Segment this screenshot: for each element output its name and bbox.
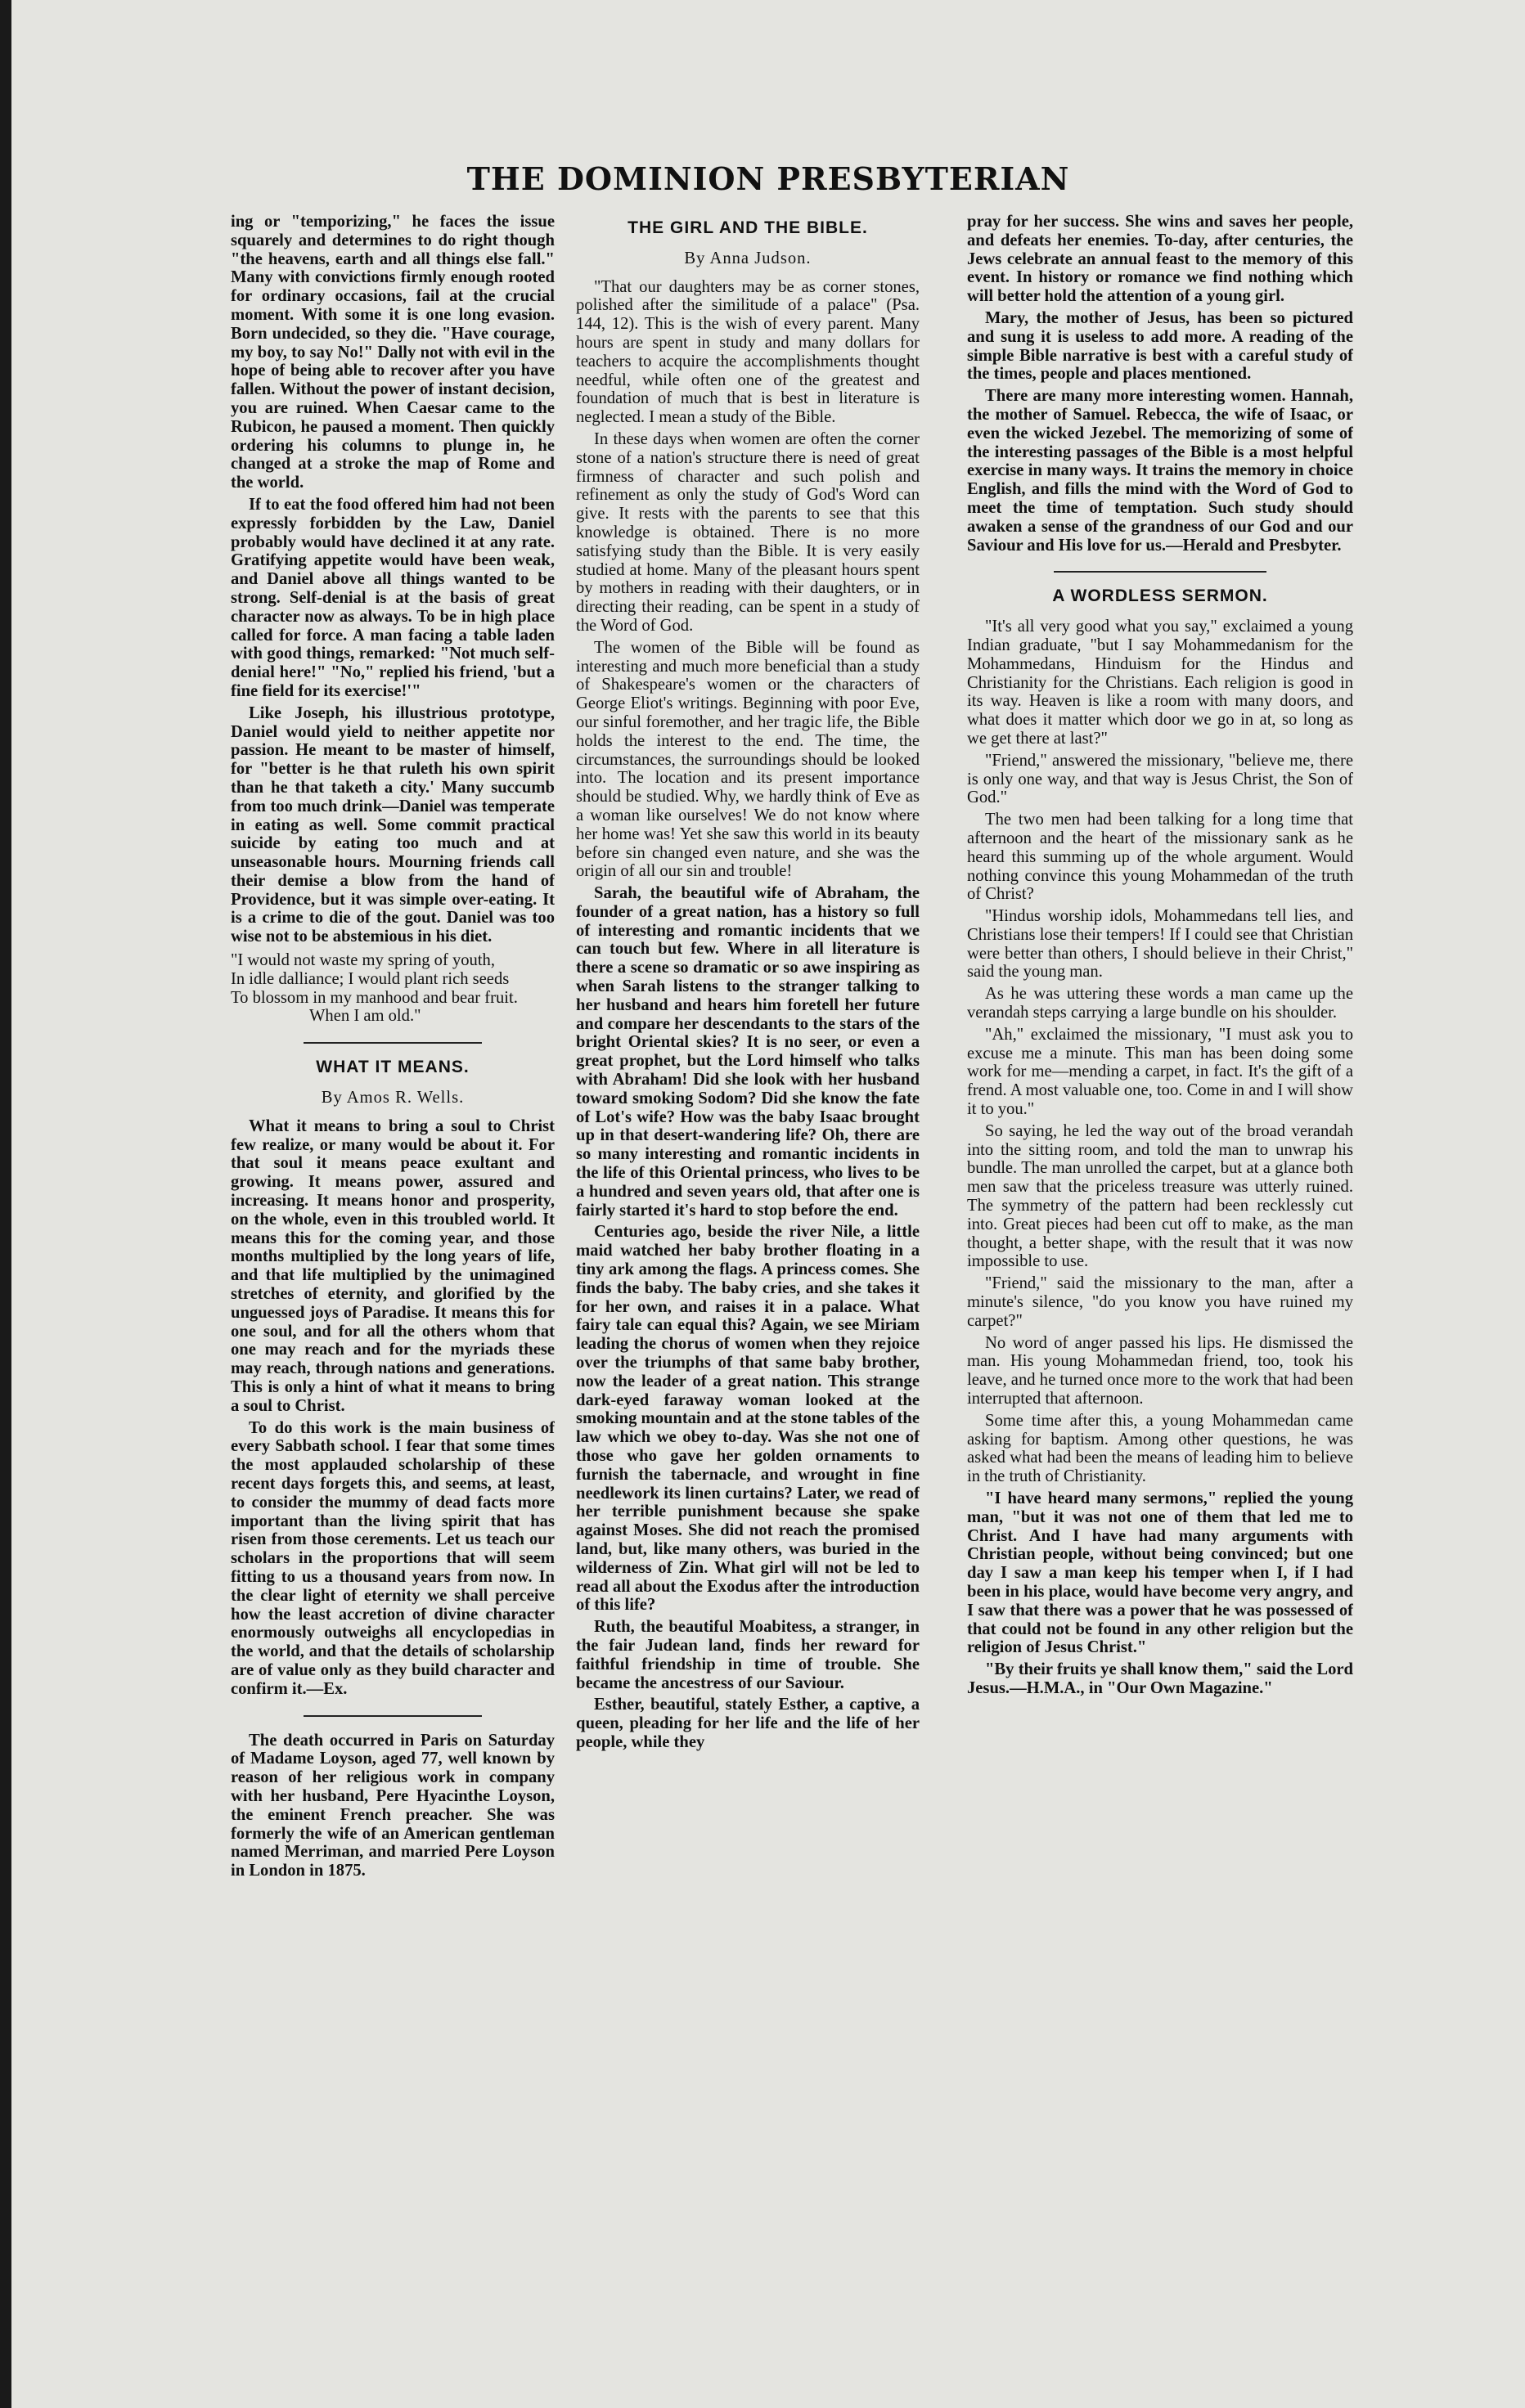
article-paragraph: Some time after this, a young Mohammedan came asking for baptism. Among other questions, he was asked what had been the means of leading him to believe in the truth of Christianity. [967, 1411, 1353, 1486]
article-title-wordless-sermon: A WORDLESS SERMON. [1052, 586, 1268, 606]
article-paragraph: Sarah, the beautiful wife of Abraham, the founder of a great nation, has a history so full of interesting and romantic incidents that we can touch but few. Where in all literature is there a scene so dramatic or so awe inspiring as when Sarah listens to the stranger talking to her husband and hears him foretell her future and compare her descendants to the stars of the bright Oriental skies? It is no seer, or even a great prophet, but the Lord himself who talks with Abraham! Did she look with her husband toward smoking Sodom? Did she know the fate of Lot's wife? How was the baby Isaac brought up in that desert-wandering life? Oh, there are so many interesting and romantic incidents in the life of this Oriental princess, who lives to be a hundred and seven years old, that after one is fairly started it's hard to stop before the end. [576, 884, 920, 1220]
poem-line: When I am old." [309, 1007, 421, 1026]
article-paragraph: There are many more interesting women. Hannah, the mother of Samuel. Rebecca, the wife of Isaac, or even the wicked Jezebel. The memorizing of some of the interesting passages of the Bible is a most helpful exercise in many ways. It trains the memory in choice English, and fills the mind with the Word of God to meet the time of temptation. Such study should awaken a sense of the grandness of our God and our Saviour and His love for us.—Herald and Presbyter. [967, 387, 1353, 555]
article-paragraph: The two men had been talking for a long time that afternoon and the heart of the missionary sank as he heard this summing up of the whole argument. Would nothing convince this young Mohammedan of the truth of Christ? [967, 811, 1353, 904]
article-paragraph: "It's all very good what you say," exclaimed a young Indian graduate, "but I say Mohammedanism for the Mohammedans, Hinduism for the Hindus and Christianity for the Christians. Each religion is good in its way. Heaven is like a room with many doors, and what does it matter which door we go in at, so long as we get there at last?" [967, 618, 1353, 748]
article-paragraph: So saying, he led the way out of the broad verandah into the sitting room, and told the man to unwrap his bundle. The man unrolled the carpet, but at a glance both men saw that the priceless treasure was utterly ruined. The symmetry of the pattern had been recklessly cut into. Great pieces had been cut off to make, as the man thought, a better shape, with the result that it was now impossible to use. [967, 1121, 1353, 1271]
article-paragraph: pray for her success. She wins and saves her people, and defeats her enemies. To-day, after centuries, the Jews celebrate an annual feast to the memory of this event. In history or romance we find nothing which will better hold the attention of a young girl. [967, 213, 1353, 306]
column-3 [967, 213, 1353, 2274]
section-divider [1054, 571, 1266, 573]
news-item-loyson: The death occurred in Paris on Saturday of Madame Loyson, aged 77, well known by reason of her religious work in company with her husband, Pere Hyacinthe Loyson, the eminent French preacher. She was formerly the wife of an American gentleman named Merriman, and married Pere Loyson in London in 1875. [231, 1731, 555, 1880]
article-continued-p2: If to eat the food offered him had not been expressly forbidden by the Law, Daniel probably would have declined it at any rate. Gratifying appetite would have been weak, and Daniel above all things wanted to be strong. Self-denial is at the basis of great character now as always. To be in high place called for force. A man facing a table laden with good things, remarked: "Not much self-denial here!" "No," replied his friend, 'but a fine field for its exercise!'" [231, 495, 555, 700]
article-title-girl-and-bible: THE GIRL AND THE BIBLE. [628, 218, 868, 237]
poem-line: "I would not waste my spring of youth, [231, 951, 496, 970]
poem-line: To blossom in my manhood and bear fruit. [231, 988, 518, 1007]
article-paragraph: "I have heard many sermons," replied the young man, "but it was not one of them that led me to Christ. And I have had many arguments with Christian people, without being convinced; but one day I saw a man keep his temper when I, if I had been in his place, would have become very angry, and I saw that there was a power that he was possessed of that could not be found in any other religion but the religion of Jesus Christ." [967, 1489, 1353, 1657]
masthead: THE DOMINION PRESBYTERIAN [466, 160, 1070, 197]
article-paragraph: No word of anger passed his lips. He dismissed the man. His young Mohammedan friend, too, took his leave, and he turned once more to the work that had been interrupted that afternoon. [967, 1333, 1353, 1408]
article-continued-p3: Like Joseph, his illustrious prototype, Daniel would yield to neither appetite nor passion. He meant to be master of himself, for "better is he that ruleth his own spirit than he that taketh a city.' Many succumb from too much drink—Daniel was temperate in eating as well. Some commit practical suicide by eating too much and at unseasonable hours. Mourning friends call their demise a blow from the hand of Providence, but it was simple over-eating. It is a crime to die of the gout. Daniel was too wise not to be abstemious in his diet. [231, 703, 555, 946]
article-title-what-it-means: WHAT IT MEANS. [316, 1058, 470, 1077]
article-paragraph: Mary, the mother of Jesus, has been so pictured and sung it is useless to add more. A reading of the simple Bible narrative is best with a careful study of the times, people and places mentioned. [967, 308, 1353, 384]
section-divider [304, 1042, 482, 1044]
article-byline: By Anna Judson. [684, 249, 812, 267]
column-2 [576, 213, 920, 2290]
article-paragraph: Ruth, the beautiful Moabitess, a stranger, in the fair Judean land, finds her reward for faithful friendship in time of trouble. She became the ancestress of our Saviour. [576, 1618, 920, 1692]
article-paragraph: The women of the Bible will be found as interesting and much more beneficial than a study of Shakespeare's women or the characters of George Eliot's writings. Beginning with poor Eve, our sinful foremother, and her tragic life, the Bible holds the interest to the end. The time, the circumstances, the surroundings should be looked into. The location and its present importance should be studied. Why, we hardly think of Eve as a woman like ourselves! We do not know where her home was! Yet she saw this world in its beauty before sin changed even nature, and she was the origin of all our sin and trouble! [576, 638, 920, 881]
article-paragraph: "That our daughters may be as corner stones, polished after the similitude of a palace" (Psa. 144, 12). This is the wish of every parent. Many hours are spent in study and many dollars for teachers to acquire the accomplishments thought needful, while often one of the greatest and foundation of much that is best in literature is neglected. I mean a study of the Bible. [576, 277, 920, 427]
article-paragraph: Centuries ago, beside the river Nile, a little maid watched her baby brother floating in a tiny ark among the flags. A princess comes. She finds the baby. The baby cries, and she takes it for her own, and raises it in a palace. What fairy tale can equal this? Again, we see Miriam leading the chorus of women when they rejoice over the triumphs of that same baby brother, now the leader of a great nation. This strange dark-eyed faraway woman looked at the smoking mountain and at the stone tables of the law which we obey to-day. Was she not one of those who gave her golden ornaments to furnish the tabernacle, and wrought in fine needlework its linen curtains? Later, we read of her terrible punishment because she spake against Moses. She did not reach the promised land, but, like many others, was buried in the wilderness of Zin. What girl will not be led to read all about the Exodus after the introduction of this life? [576, 1223, 920, 1615]
poem [231, 951, 555, 1026]
article-paragraph: "Friend," said the missionary to the man, after a minute's silence, "do you know you have ruined my carpet?" [967, 1274, 1353, 1330]
article-byline: By Amos R. Wells. [321, 1089, 465, 1107]
article-paragraph: To do this work is the main business of every Sabbath school. I fear that some times the most applauded scholarship of these recent days forgets this, and seems, at least, to consider the mummy of dead facts more important than the living spirit that has risen from those cerements. Let us teach our scholars in the proportions that will seem fitting to us a thousand years from now. In the clear light of eternity we shall perceive how the least accretion of divine character enormously outweighs all encyclopedias in the world, and that the details of scholarship are of value only as they build character and confirm it.—Ex. [231, 1418, 555, 1698]
section-divider [304, 1715, 482, 1717]
column-1 [231, 213, 555, 2307]
article-continued-p1: ing or "temporizing," he faces the issue squarely and determines to do right though "the heavens, earth and all things else fall." Many with convictions firmly enough rooted for ordinary occasions, fail at the crucial moment. With some it is one long evasion. Born undecided, so they die. "Have courage, my boy, to say No!" Dally not with evil in the hope of being able to recover after you have fallen. Without the power of instant decision, you are ruined. When Caesar came to the Rubicon, he paused a moment. Then quickly ordering his columns to plunge in, he changed at a stroke the map of Rome and the world. [231, 213, 555, 492]
article-paragraph: Esther, beautiful, stately Esther, a captive, a queen, pleading for her life and the life of her people, while they [576, 1696, 920, 1751]
article-paragraph: "Hindus worship idols, Mohammedans tell lies, and Christians lose their tempers! If I could see that Christian were better than others, I should believe in their Christ," said the young man. [967, 907, 1353, 982]
poem-line: In idle dalliance; I would plant rich seeds [231, 969, 510, 988]
article-paragraph: "Ah," exclaimed the missionary, "I must ask you to excuse me a minute. This man has been doing some work for me—mending a carpet, in fact. It's the gift of a frend. A most valuable one, too. Come in and I will show it to you." [967, 1025, 1353, 1119]
article-paragraph: What it means to bring a soul to Christ few realize, or many would be about it. For that soul it means peace exultant and growing. It means power, assured and increasing. It means honor and prosperity, on the whole, even in this troubled world. It means this for the coming year, and those months multiplied by the long years of life, and that life multiplied by the unimagined stretches of eternity, and glorified by the unguessed joys of Paradise. It means this for one soul, and for all the others whom that one may reach and for the myriads these may reach, through nations and generations. This is only a hint of what it means to bring a soul to Christ. [231, 1116, 555, 1415]
article-paragraph: "By their fruits ye shall know them," said the Lord Jesus.—H.M.A., in "Our Own Magazine." [967, 1660, 1353, 1697]
article-paragraph: In these days when women are often the corner stone of a nation's structure there is need of great firmness of character and such polish and refinement as only the study of God's Word can give. It rests with the parents to see that this knowledge is obtained. There is no more satisfying study than the Bible. It is very easily studied at home. Many of the pleasant hours spent by mothers in reading with their daughters, or in directing their reading, can be spent in a study of the Word of God. [576, 429, 920, 635]
article-paragraph: As he was uttering these words a man came up the verandah steps carrying a large bundle on his shoulder. [967, 985, 1353, 1022]
article-paragraph: "Friend," answered the missionary, "believe me, there is only one way, and that way is Jesus Christ, the Son of God." [967, 751, 1353, 807]
